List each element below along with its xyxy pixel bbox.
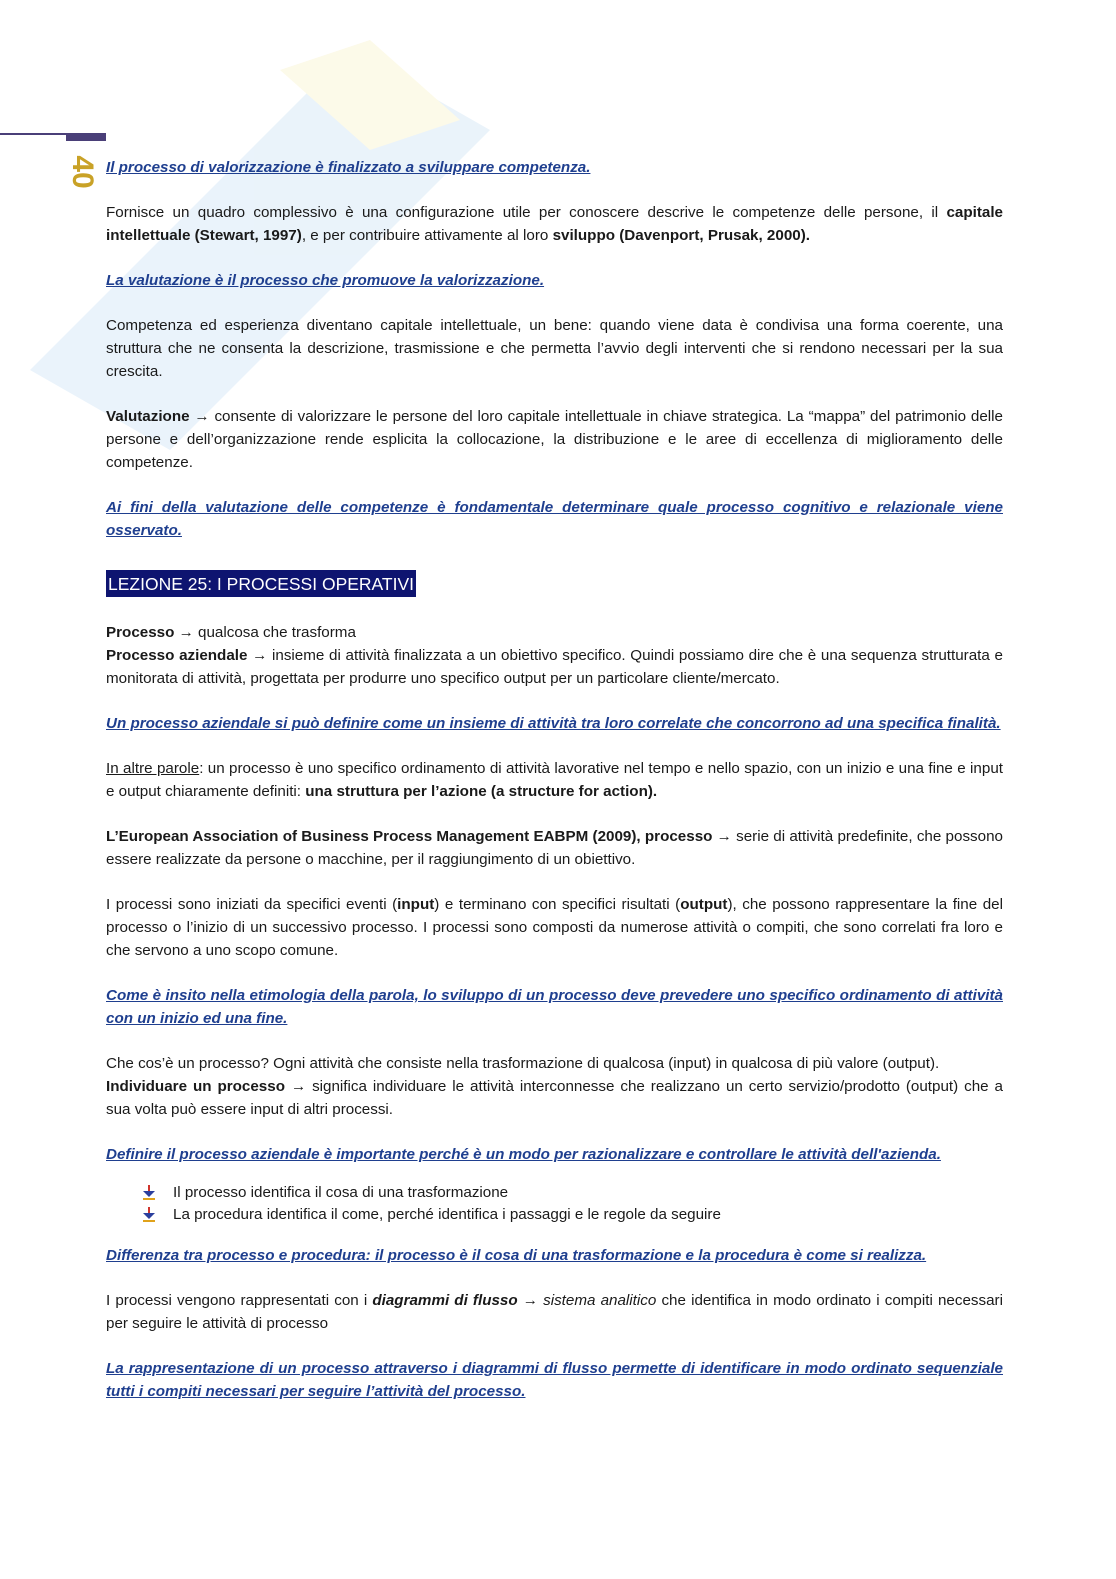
bold-text: Processo [106,624,175,641]
bold-text: Individuare un processo [106,1078,285,1095]
arrow-icon: → [178,624,194,641]
bold-text: Processo aziendale [106,647,248,664]
bold-text: una struttura per l’azione (a structure for action). [305,783,658,800]
paragraph [106,644,1003,690]
text: insieme di attività finalizzata a un obiettivo specifico. Quindi possiamo dire che è una sequenza strutturata e monitorata di attività, progettata per produrre uno specifico output per un particolare cliente/mercato. [106,647,1003,687]
bold-text: capitale intellettuale (Stewart, 1997) [106,204,1003,244]
highlight-heading: Come è insito nella etimologia della parola, lo sviluppo di un processo deve prevedere uno specifico ordinamento di attività con un inizio ed una fine. [106,987,1003,1027]
highlight-heading: La rappresentazione di un processo attraverso i diagrammi di flusso permette di identificare in modo ordinato sequenziale tutti i compiti necessari per seguire l’attività del processo. [106,1360,1003,1400]
page-number: 40 [66,155,99,189]
text: I processi sono iniziati da specifici eventi ( [106,896,398,913]
list-item-text: La procedura identifica il come, perché identifica i passaggi e le regole da seguire [173,1206,721,1223]
highlight-heading: Definire il processo aziendale è importante perché è un modo per razionalizzare e controllare le attività dell'azienda. [106,1146,941,1163]
text: qualcosa che trasforma [193,624,356,641]
list-item-text: Il processo identifica il cosa di una trasformazione [173,1184,509,1201]
document-body [106,156,1003,1425]
arrow-icon: → [716,828,732,845]
text: significa individuare le attività interconnesse che realizzano un certo servizio/prodotto (output) che a sua volta può essere input di altri processi. [106,1078,1003,1118]
highlight-heading: Il processo di valorizzazione è finalizzato a sviluppare competenza. [106,159,591,176]
lesson-title: LEZIONE 25: I PROCESSI OPERATIVI [106,570,416,597]
text: I processi vengono rappresentati con i [106,1292,373,1309]
bold-text: input [397,896,435,913]
paragraph [106,1075,1003,1121]
bold-italic-text: diagrammi di flusso [372,1292,518,1309]
text: serie di attività predefinite, che possono essere realizzate da persone o macchine, per il raggiungimento di un obiettivo. [106,828,1003,868]
bold-text: output [680,896,728,913]
bullet-arrow-icon [141,1207,157,1223]
highlight-heading: Ai fini della valutazione delle competenze è fondamentale determinare quale processo cognitivo e relazionale viene osservato. [106,499,1003,539]
italic-text: sistema analitico [543,1292,657,1309]
paragraph [106,825,1003,871]
bold-text: L’European Association of Business Process Management EABPM (2009), processo [106,828,713,845]
text: consente di valorizzare le persone del loro capitale intellettuale in chiave strategica. La “mappa” del patrimonio delle persone e dell’organizzazione rende esplicita la collocazione, la distribuzione e le aree di eccellenza di miglioramento delle competenze. [106,408,1003,471]
bold-text: sviluppo (Davenport, Prusak, 2000). [552,227,810,244]
paragraph [106,201,1003,247]
paragraph: Competenza ed esperienza diventano capitale intellettuale, un bene: quando viene data è condivisa una forma coerente, una struttura che ne consenta la descrizione, trasmissione e che permetta l’avvio degli interventi che si rendono necessari per la sua crescita. [106,317,1003,380]
paragraph [106,1289,1003,1335]
arrow-icon: → [252,647,268,664]
highlight-heading: Differenza tra processo e procedura: il processo è il cosa di una trasformazione e la procedura è come si realizza. [106,1247,927,1264]
arrow-icon: → [522,1292,538,1309]
text: , e per contribuire attivamente al loro [301,227,553,244]
underlined-text: In altre parole [106,760,200,777]
paragraph [106,893,1003,962]
bold-text: Valutazione [106,408,190,425]
paragraph: Che cos’è un processo? Ogni attività che consiste nella trasformazione di qualcosa (input) in qualcosa di più valore (output). [106,1055,940,1072]
header-tab [66,133,106,141]
text: che identifica in modo ordinato i compiti necessari per seguire le attività di processo [106,1292,1003,1332]
highlight-heading: La valutazione è il processo che promuove la valorizzazione. [106,272,545,289]
text: ), che possono rappresentare la fine del processo o l’inizio di un successivo processo. I processi sono composti da numerose attività o compiti, che sono correlati fra loro e che servono a uno scopo comune. [106,896,1003,959]
paragraph [106,757,1003,803]
text: : un processo è uno specifico ordinamento di attività lavorative nel tempo e nello spazio, con un inizio e una fine e input e output chiaramente definiti: [106,760,1003,800]
list-item [141,1182,1003,1204]
paragraph [106,405,1003,474]
text: ) e terminano con specifici risultati ( [434,896,681,913]
text: Fornisce un quadro complessivo è una configurazione utile per conoscere descrive le competenze delle persone, il [106,204,947,221]
bullet-arrow-icon [141,1185,157,1201]
list-item [141,1204,1003,1226]
highlight-heading: Un processo aziendale si può definire come un insieme di attività tra loro correlate che concorrono ad una specifica finalità. [106,715,1001,732]
arrow-icon: → [290,1078,307,1095]
arrow-icon: → [194,408,210,425]
paragraph [106,621,1003,644]
bullet-list [106,1182,1003,1226]
